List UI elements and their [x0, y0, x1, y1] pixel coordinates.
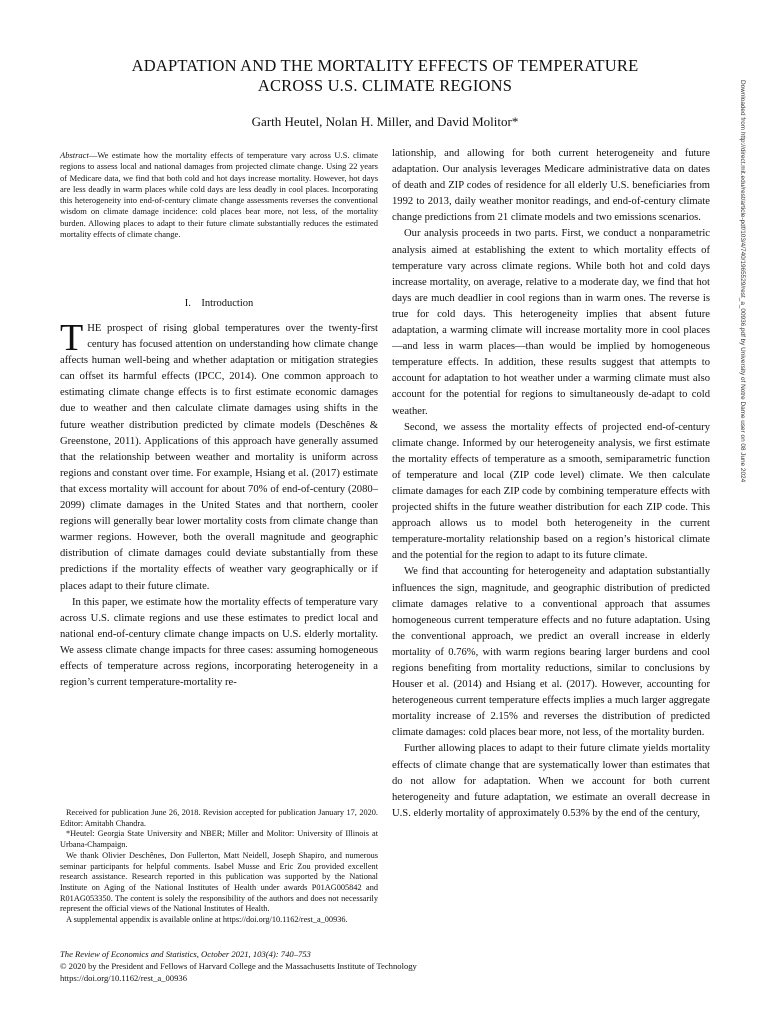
intro-paragraph-1 [60, 317, 378, 595]
footnote-appendix: A supplemental appendix is available online at https://doi.org/10.1162/rest_a_00936. [66, 915, 348, 925]
section-title: Introduction [201, 298, 254, 309]
abstract-text: —We estimate how the mortality effects of temperature vary across U.S. climate regions to assess local and national damages from projected climate change. Using 22 years of Medicare data, we find that both cold and hot days increase mortality. However, hot days are less deadly in warm places while cold days are less deadly in cool places. Incorporating this heterogeneity into end-of-century climate change assessments reverses the conventional wisdom on climate damage incidence: cold places bear more, not less, of the mortality burden. Allowing places to adapt to their future climate substantially reduces the estimated mortality effects of climate change. [60, 150, 378, 240]
section-heading [60, 297, 378, 311]
download-watermark [726, 80, 750, 940]
right-paragraph-3: Second, we assess the mortality effects of projected end-of-century climate change. Informed by our heterogeneity analysis, we first estimate the mortality effects of temperature as a smooth, semiparametric function of temperature and local (ZIP code level) climate. We then calculate climate damages for each ZIP code by combining temperature effects with projected shifts in the future weather distribution for each ZIP code. This approach allows us to model both heterogeneity in the current temperature-mortality relationship based on a region’s historical climate and the potential for the region to adapt to its future climate. [392, 421, 710, 562]
right-column [392, 146, 710, 822]
abstract-label: Abstract [60, 150, 89, 160]
download-watermark-text: Downloaded from http://direct.mit.edu/rest/article-pdf/103/4/740/1965529/rest_a_00936.pdf by University of Notre Dame user on 08 June 2024 [739, 80, 746, 483]
copyright-line: © 2020 by the President and Fellows of Harvard College and the Massachusetts Institute of Technology [60, 961, 417, 971]
intro-paragraph-1-text: HE prospect of rising global temperatures over the twenty-first century has focused attention on understanding how climate change affects human well-being and whether adaptation or mitigation strategies can offset its harmful effects (IPCC, 2014). One common approach to estimating climate change effects is to first estimate economic damages due to weather and then calculate climate damages using shifts in the future weather distribution predicted by climate models (Deschênes & Greenstone, 2011). Applications of this approach have generally assumed that the relationship between weather and mortality is uniform across regions and constant over time. For example, Hsiang et al. (2017) estimate that excess mortality will account for about 70% of end-of-century (2080–2099) climate damages in the United States and that northern, cooler regions will generally bear lower mortality costs from climate change than warmer regions. However, both the overall magnitude and geographic distribution of climate damages could deviate substantially from these predictions if the mortality effects of weather vary geographically or if places adapt to their future climate. [60, 323, 378, 592]
intro-paragraph-2: In this paper, we estimate how the mortality effects of temperature vary across U.S. climate regions and use these estimates to predict local and national end-of-century climate change impacts on U.S. elderly mortality. We assess climate change impacts for three cases: assuming homogeneous effects of temperature across regions, incorporating heterogeneity in a region’s current temperature-mortality re- [60, 596, 378, 689]
right-paragraph-2: Our analysis proceeds in two parts. First, we conduct a nonparametric analysis aimed at establishing the extent to which mortality effects of temperature vary across climate regions. While both hot and cold days increase mortality, on average, relative to a moderate day, we find that hot days are much deadlier in cool regions than in warm ones. The reverse is true for cold days. This heterogeneity implies that absent future adaptation, a warming climate will increase mortality more in cool places—and less in warm places—than would be implied by homogeneous temperature effects. In addition, these results suggest that attempts to account for adaptation to hot weather under a warming climate must also account for the potential for regions to simultaneously de-adapt to cold weather. [392, 228, 710, 417]
abstract-block [60, 150, 378, 240]
intro-column [60, 317, 378, 691]
title-line-1: ADAPTATION AND THE MORTALITY EFFECTS OF TEMPERATURE [131, 56, 639, 75]
abstract [60, 150, 378, 240]
right-paragraph-5: Further allowing places to adapt to their future climate yields mortality effects of climate change that are systematically lower than estimates that do not allow for adaptation. When we account for both current heterogeneity and future adaptation, we estimate an overall decrease in U.S. elderly mortality of approximately 0.53% by the end of the century, [392, 743, 710, 819]
section-number: I. [184, 298, 191, 309]
drop-cap: T [60, 317, 84, 359]
footnote-acknowledgments: We thank Olivier Deschênes, Don Fullerton, Matt Neidell, Joseph Shapiro, and numerous seminar participants for helpful comments. Isabel Musse and Eric Zou provided excellent research assistance. Research reported in this publication was supported by the National Institute on Aging of the National Institutes of Health under awards P01AG005842 and R01AG053350. The content is solely the responsibility of the authors and does not necessarily represent the official views of the National Institutes of Health. [60, 850, 378, 914]
footnote-received: Received for publication June 26, 2018. Revision accepted for publication January 17, 2020. Editor: Amitabh Chandra. [60, 808, 378, 828]
page-footer [60, 948, 710, 984]
doi-link[interactable]: https://doi.org/10.1162/rest_a_00936 [60, 973, 187, 983]
journal-citation: The Review of Economics and Statistics, October 2021, 103(4): 740–753 [60, 949, 311, 959]
footnotes [60, 808, 378, 926]
paper-title [60, 56, 710, 96]
right-paragraph-1: lationship, and allowing for both current heterogeneity and future adaptation. Our analysis leverages Medicare administrative data on dates of death and ZIP codes of residence for all elderly U.S. beneficiaries from 1992 to 2013, daily weather monitor readings, and end-of-century climate change predictions from 21 climate models and two emissions scenarios. [392, 148, 710, 224]
right-paragraph-4: We find that accounting for heterogeneity and adaptation substantially influences the sign, magnitude, and geographic distribution of predicted climate damages relative to a conventional approach that assumes homogeneous current temperature effects and no future adaptation. Using the conventional approach, we predict an overall increase in elderly mortality of 0.76%, with warm regions bearing larger burdens and cool regions benefiting from mortality reductions, similar to conclusions by Houser et al. (2014) and Hsiang et al. (2017). However, accounting for heterogeneous current temperature effects implies a much larger aggregate mortality increase of 2.15% and reverses the distribution of predicted climate damages: cold places bear more, not less, of the mortality burden. [392, 566, 710, 739]
footnote-affiliations: *Heutel: Georgia State University and NBER; Miller and Molitor: University of Illinois at Urbana-Champaign. [60, 829, 378, 850]
author-list: Garth Heutel, Nolan H. Miller, and David Molitor* [251, 114, 519, 129]
title-line-2: ACROSS U.S. CLIMATE REGIONS [257, 76, 513, 95]
